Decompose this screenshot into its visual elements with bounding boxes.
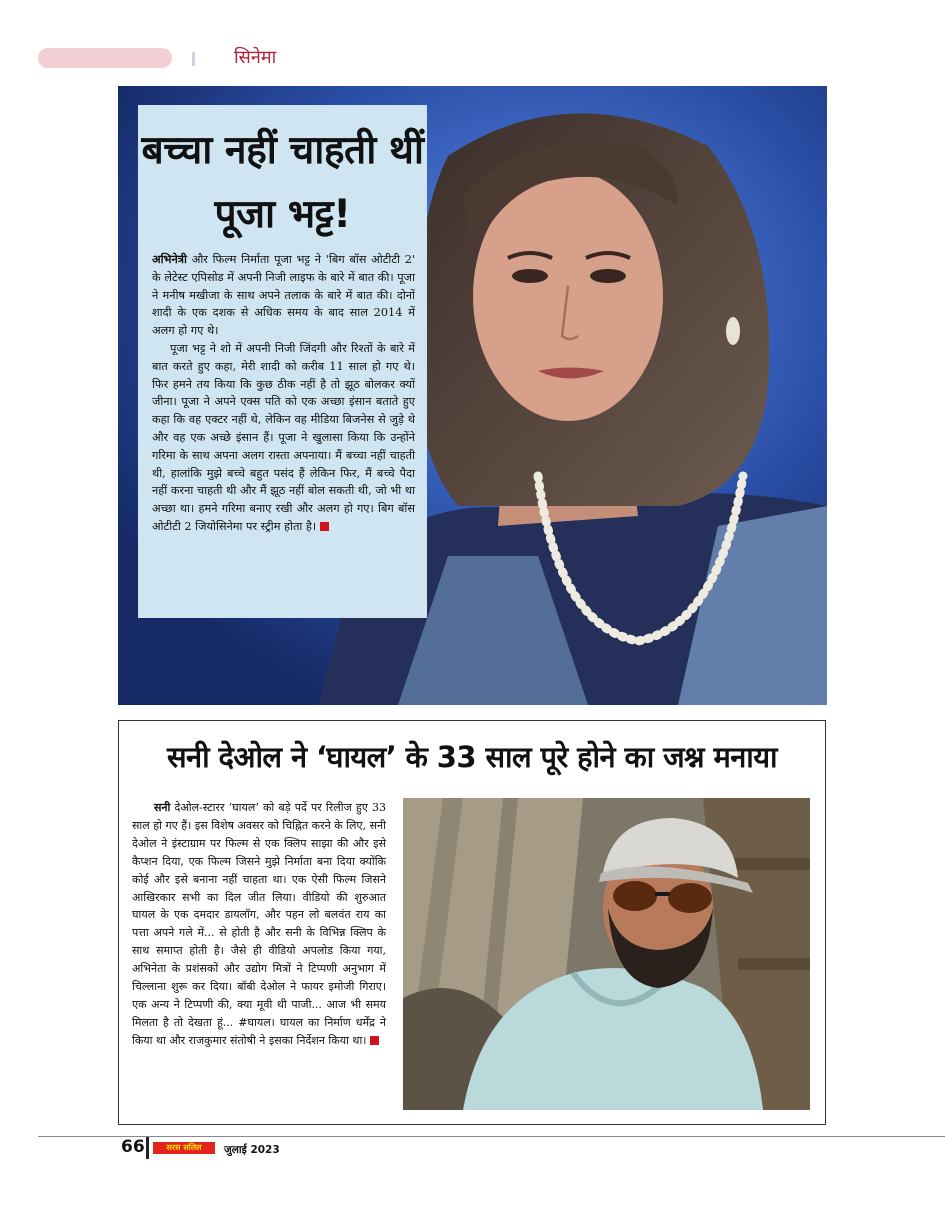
story-body bbox=[152, 251, 415, 536]
story-box-pooja bbox=[138, 105, 427, 618]
section-label: सिनेमा bbox=[234, 47, 277, 68]
header-divider bbox=[192, 52, 195, 66]
footer-rule bbox=[38, 1136, 945, 1137]
end-mark-icon bbox=[370, 1036, 379, 1045]
story-box-sunny bbox=[118, 720, 826, 1125]
end-mark-icon bbox=[320, 522, 329, 531]
lead-word: अभिनेत्री bbox=[152, 252, 187, 266]
paragraph-text: देओल-स्टारर ‘घायल’ को बड़े पर्दे पर रिलीज हुए 33 साल हो गए हैं। इस विशेष अवसर को चिह्नित करने के लिए, सनी देओल ने इंस्टाग्राम पर फिल्म से एक क्लिप साझा की और इसे कैप्शन दिया, एक फिल्म जिसने मुझे निर्माता बना दिया क्योंकि कोई और इसे बनाना नहीं चाहता था। एक ऐसी फिल्म जिसने आखिरकार सभी का दिल जीत लिया। वीडियो की शुरुआत घायल के एक दमदार डायलॉग, और पहन लो बलवंत राय का पत्ता अपने गले में... से होती है और सनी के विभिन्न क्लिप के साथ समाप्त होती है। जैसे ही वीडियो अपलोड किया गया, अभिनेता के प्रशंसकों और उद्योग मित्रों ने टिप्पणी अनुभाग में चिल्लाना शुरू कर दिया। बॉबी देओल ने फायर इमोजी गिराए। एक अन्य ने टिप्पणी की, क्या मूवी थी पाजी... आज भी समय मिलता है तो देखता हूं... #घायल। घायल का निर्माण धर्मेंद्र ने किया था और राजकुमार संतोषी ने इसका निर्देशन किया था। bbox=[132, 801, 386, 1047]
paragraph bbox=[152, 340, 415, 536]
paragraph-text: पूजा भट्ट ने शो में अपनी निजी जिंदगी और रिश्तों के बारे में बात करते हुए कहा, मेरी शादी को करीब 11 साल हो गए थे। फिर हमने तय किया कि कुछ ठीक नहीं है तो झूठ बोलकर क्यों जीना। पूजा ने अपने एक्स पति को एक अच्छा इंसान बताते हुए कहा कि वह एक्टर नहीं थे, लेकिन वह मीडिया बिजनेस से जुड़े थे और वह एक अच्छे इंसान हैं। पूजा ने खुलासा किया कि उन्होंने गरिमा के साथ अपना अलग रास्ता अपनाया। मैं बच्चा नहीं चाहती थी, हालांकि मुझे बच्चे बहुत पसंद हैं लेकिन फिर, मैं बच्चे पैदा नहीं करना चाहती थी और मैं झूठ नहीं बोल सकती थी, जो भी था अच्छा था। हमने गरिमा बनाए रखी और अलग हो गए। बिग बॉस ओटीटी 2 जियोसिनेमा पर स्ट्रीम होता है। bbox=[152, 341, 415, 533]
headline: सनी देओल ने ‘घायल’ के 33 साल पूरे होने का जश्न मनाया bbox=[167, 740, 777, 774]
paragraph bbox=[152, 251, 415, 340]
footer-divider bbox=[146, 1137, 149, 1159]
sunny-deol-photo bbox=[403, 798, 810, 1110]
issue-date: जुलाई 2023 bbox=[224, 1144, 280, 1156]
page-number: 66 bbox=[121, 1137, 145, 1157]
magazine-logo: सरस सलिल bbox=[153, 1142, 215, 1154]
paragraph bbox=[132, 799, 386, 1050]
header-pill bbox=[38, 48, 172, 68]
lead-word: सनी bbox=[154, 801, 171, 814]
paragraph-text: और फिल्म निर्माता पूजा भट्ट ने 'बिग बॉस ओटीटी 2' के लेटेस्ट एपिसोड में अपनी निजी लाइफ के बारे में बात की। पूजा ने मनीष मखीजा के साथ अपने तलाक के बारे में बात की। दोनों शादी के एक दशक से अधिक समय के बाद साल 2014 में अलग हो गए थे। bbox=[152, 253, 415, 338]
story-body bbox=[132, 799, 386, 1050]
headline: बच्चा नहीं चाहती थीं पूजा भट्ट! bbox=[141, 128, 424, 237]
